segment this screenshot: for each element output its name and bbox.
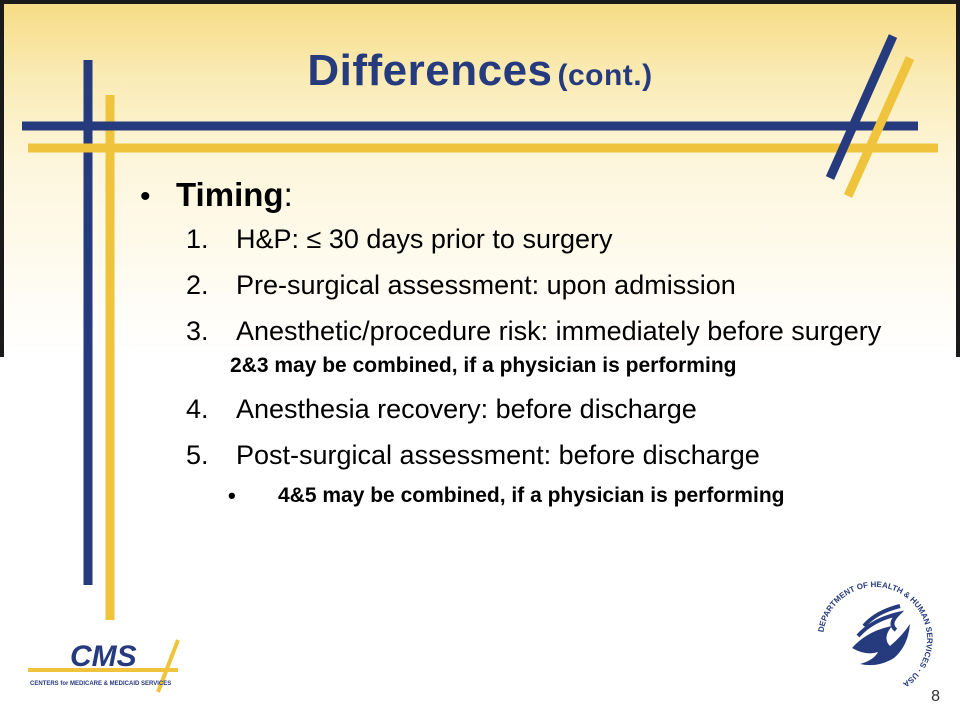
bullet-dot-icon: • [140,180,151,213]
list-text: Anesthesia recovery: before discharge [236,394,697,424]
cms-logo [28,630,198,700]
list-item [186,438,920,472]
slide-content [140,176,920,508]
note-2-3: 2&3 may be combined, if a physician is performing [230,354,737,377]
cms-tagline: CENTERS for MEDICARE & MEDICAID SERVICES [30,681,172,687]
list-item [186,314,920,348]
list-item [186,268,920,302]
bullet-label: Timing [176,176,284,213]
list-text: H&P: ≤ 30 days prior to surgery [236,224,613,254]
list-item [186,222,920,256]
hhs-seal-text: DEPARTMENT OF HEALTH & HUMAN SERVICES · USA [816,579,935,689]
list-text: Pre-surgical assessment: upon admission [236,270,736,300]
cms-logo-text: CMS [70,640,137,673]
sub-bullet-dot-icon: • [228,483,236,508]
bullet-timing [140,176,920,222]
list-number: 1. [186,224,209,254]
title-main: Differences [307,46,553,95]
hhs-seal-logo [812,576,938,702]
list-number: 5. [186,440,209,470]
slide-title [0,46,960,96]
list-number: 3. [186,316,209,346]
list-text: Anesthetic/procedure risk: immediately before surgery [236,316,882,346]
list-number: 4. [186,394,209,424]
sub-bullet-4-5 [230,484,920,508]
page-number: 8 [931,688,940,705]
list-text: Post-surgical assessment: before discharge [236,440,760,470]
list-item [186,392,920,426]
title-sub: (cont.) [557,59,653,92]
bullet-suffix: : [283,176,293,213]
list-number: 2. [186,270,209,300]
sub-bullet-text: 4&5 may be combined, if a physician is performing [278,484,785,507]
